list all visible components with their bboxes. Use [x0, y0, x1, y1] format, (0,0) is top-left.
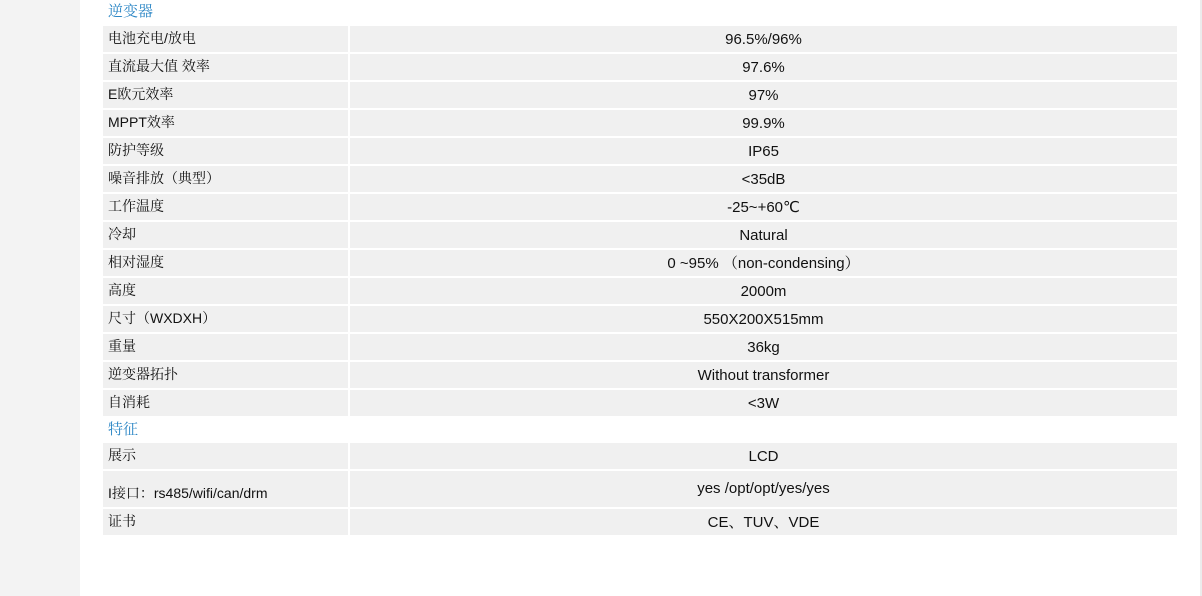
- table-row: [103, 334, 1177, 360]
- left-gutter: [0, 0, 80, 596]
- row-label: 工作温度: [103, 194, 348, 220]
- row-value: 36kg: [350, 334, 1177, 360]
- table-row: [103, 250, 1177, 276]
- table-row: [103, 362, 1177, 388]
- row-value: 96.5%/96%: [350, 26, 1177, 52]
- table-row: [103, 443, 1177, 469]
- row-label: 噪音排放（典型）: [103, 166, 348, 192]
- row-value: <3W: [350, 390, 1177, 416]
- table-row: [103, 138, 1177, 164]
- row-value: yes /opt/opt/yes/yes: [350, 471, 1177, 507]
- table-row: [103, 222, 1177, 248]
- table-row: [103, 278, 1177, 304]
- row-label: 尺寸（WXDXH）: [103, 306, 348, 332]
- row-label: 冷却: [103, 222, 348, 248]
- row-label: 直流最大值 效率: [103, 54, 348, 80]
- table-row: [103, 390, 1177, 416]
- row-label: 电池充电/放电: [103, 26, 348, 52]
- row-label: MPPT效率: [103, 110, 348, 136]
- row-value: CE、TUV、VDE: [350, 509, 1177, 535]
- row-value: Natural: [350, 222, 1177, 248]
- row-label: 自消耗: [103, 390, 348, 416]
- row-value: Without transformer: [350, 362, 1177, 388]
- row-label: E欧元效率: [103, 82, 348, 108]
- table-row: [103, 110, 1177, 136]
- row-value: -25~+60℃: [350, 194, 1177, 220]
- table-row: [103, 471, 1177, 507]
- row-label: 防护等级: [103, 138, 348, 164]
- row-label: 相对湿度: [103, 250, 348, 276]
- table-row: [103, 509, 1177, 535]
- table-row: [103, 82, 1177, 108]
- spec-table: [103, 0, 1177, 537]
- row-label: 逆变器拓扑: [103, 362, 348, 388]
- row-value: 550X200X515mm: [350, 306, 1177, 332]
- row-label: 高度: [103, 278, 348, 304]
- row-label: 展示: [103, 443, 348, 469]
- row-value: 0 ~95% （non-condensing）: [350, 250, 1177, 276]
- table-row: [103, 194, 1177, 220]
- table-row: [103, 306, 1177, 332]
- row-value: <35dB: [350, 166, 1177, 192]
- section-title-inverter: 逆变器: [108, 3, 154, 20]
- row-value: 99.9%: [350, 110, 1177, 136]
- row-value: 97%: [350, 82, 1177, 108]
- table-row: [103, 166, 1177, 192]
- row-label: 重量: [103, 334, 348, 360]
- row-value: 97.6%: [350, 54, 1177, 80]
- table-row: [103, 54, 1177, 80]
- row-value: LCD: [350, 443, 1177, 469]
- section-title-features: 特征: [108, 421, 139, 438]
- row-label: I接口：rs485/wifi/can/drm: [103, 471, 348, 507]
- table-row: [103, 26, 1177, 52]
- row-value: IP65: [350, 138, 1177, 164]
- row-label: 证书: [103, 509, 348, 535]
- row-value: 2000m: [350, 278, 1177, 304]
